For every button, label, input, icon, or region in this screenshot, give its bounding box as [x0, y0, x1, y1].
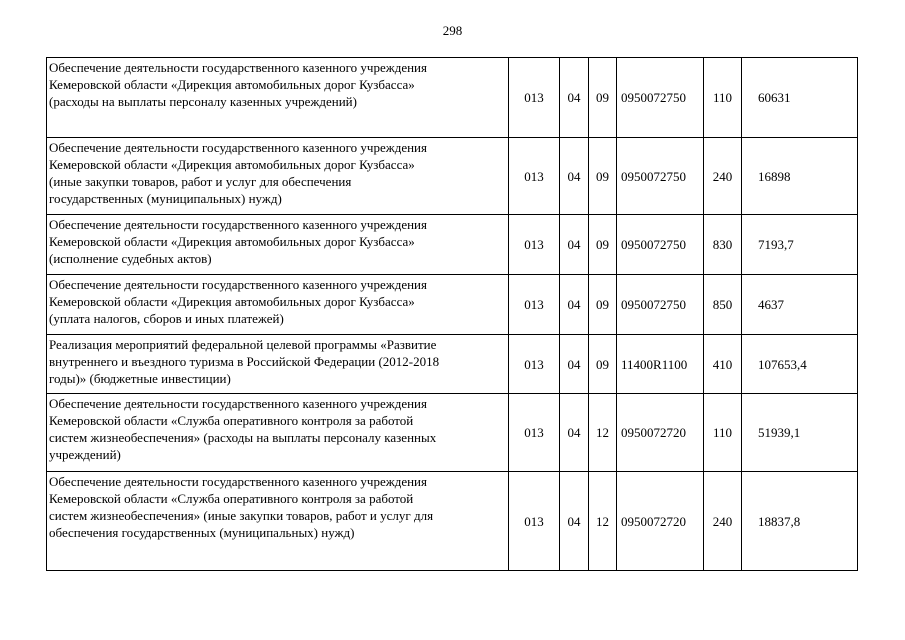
subsection-code: 12	[589, 394, 617, 472]
target-article: 0950072750	[617, 138, 704, 215]
expense-type: 110	[704, 58, 742, 138]
section-code: 04	[560, 394, 589, 472]
ministry-code: 013	[509, 215, 560, 275]
table-row	[47, 58, 858, 138]
expense-type: 240	[704, 138, 742, 215]
row-description: Обеспечение деятельности государственного казенного учреждения Кемеровской области «Дирекция автомобильных дорог Кузбасса» (уплата налогов, сборов и иных платежей)	[47, 275, 509, 335]
section-code: 04	[560, 215, 589, 275]
expense-type: 240	[704, 472, 742, 571]
target-article: 0950072720	[617, 472, 704, 571]
subsection-code: 09	[589, 58, 617, 138]
row-description: Обеспечение деятельности государственного казенного учреждения Кемеровской области «Дирекция автомобильных дорог Кузбасса» (иные закупки товаров, работ и услуг для обеспечения государственных (муниципальных) нужд)	[47, 138, 509, 215]
subsection-code: 09	[589, 138, 617, 215]
table-row	[47, 275, 858, 335]
section-code: 04	[560, 58, 589, 138]
amount: 107653,4	[742, 335, 858, 394]
section-code: 04	[560, 275, 589, 335]
ministry-code: 013	[509, 138, 560, 215]
ministry-code: 013	[509, 394, 560, 472]
amount: 4637	[742, 275, 858, 335]
row-description: Обеспечение деятельности государственного казенного учреждения Кемеровской области «Служба оперативного контроля за работой систем жизнеобеспечения» (расходы на выплаты персоналу казенных учреждений)	[47, 394, 509, 472]
table-row	[47, 138, 858, 215]
expense-type: 830	[704, 215, 742, 275]
target-article: 0950072750	[617, 275, 704, 335]
target-article: 11400R1100	[617, 335, 704, 394]
row-description: Реализация мероприятий федеральной целевой программы «Развитие внутреннего и въездного туризма в Российской Федерации (2012-2018 годы)» (бюджетные инвестиции)	[47, 335, 509, 394]
subsection-code: 09	[589, 275, 617, 335]
expense-type: 850	[704, 275, 742, 335]
page-number: 298	[442, 23, 463, 38]
subsection-code: 12	[589, 472, 617, 571]
ministry-code: 013	[509, 58, 560, 138]
expense-type: 110	[704, 394, 742, 472]
section-code: 04	[560, 335, 589, 394]
row-description: Обеспечение деятельности государственного казенного учреждения Кемеровской области «Дирекция автомобильных дорог Кузбасса» (исполнение судебных актов)	[47, 215, 509, 275]
amount: 51939,1	[742, 394, 858, 472]
amount: 18837,8	[742, 472, 858, 571]
ministry-code: 013	[509, 472, 560, 571]
ministry-code: 013	[509, 335, 560, 394]
row-description: Обеспечение деятельности государственного казенного учреждения Кемеровской области «Служба оперативного контроля за работой систем жизнеобеспечения» (иные закупки товаров, работ и услуг для обеспечения государственных (муниципальных) нужд)	[47, 472, 509, 571]
table-row	[47, 472, 858, 571]
expense-type: 410	[704, 335, 742, 394]
section-code: 04	[560, 472, 589, 571]
subsection-code: 09	[589, 215, 617, 275]
target-article: 0950072720	[617, 394, 704, 472]
subsection-code: 09	[589, 335, 617, 394]
amount: 7193,7	[742, 215, 858, 275]
amount: 16898	[742, 138, 858, 215]
budget-table	[46, 57, 858, 571]
ministry-code: 013	[509, 275, 560, 335]
amount: 60631	[742, 58, 858, 138]
target-article: 0950072750	[617, 58, 704, 138]
table-row	[47, 394, 858, 472]
table-row	[47, 215, 858, 275]
target-article: 0950072750	[617, 215, 704, 275]
table-row	[47, 335, 858, 394]
section-code: 04	[560, 138, 589, 215]
row-description: Обеспечение деятельности государственного казенного учреждения Кемеровской области «Дирекция автомобильных дорог Кузбасса» (расходы на выплаты персоналу казенных учреждений)	[47, 58, 509, 138]
